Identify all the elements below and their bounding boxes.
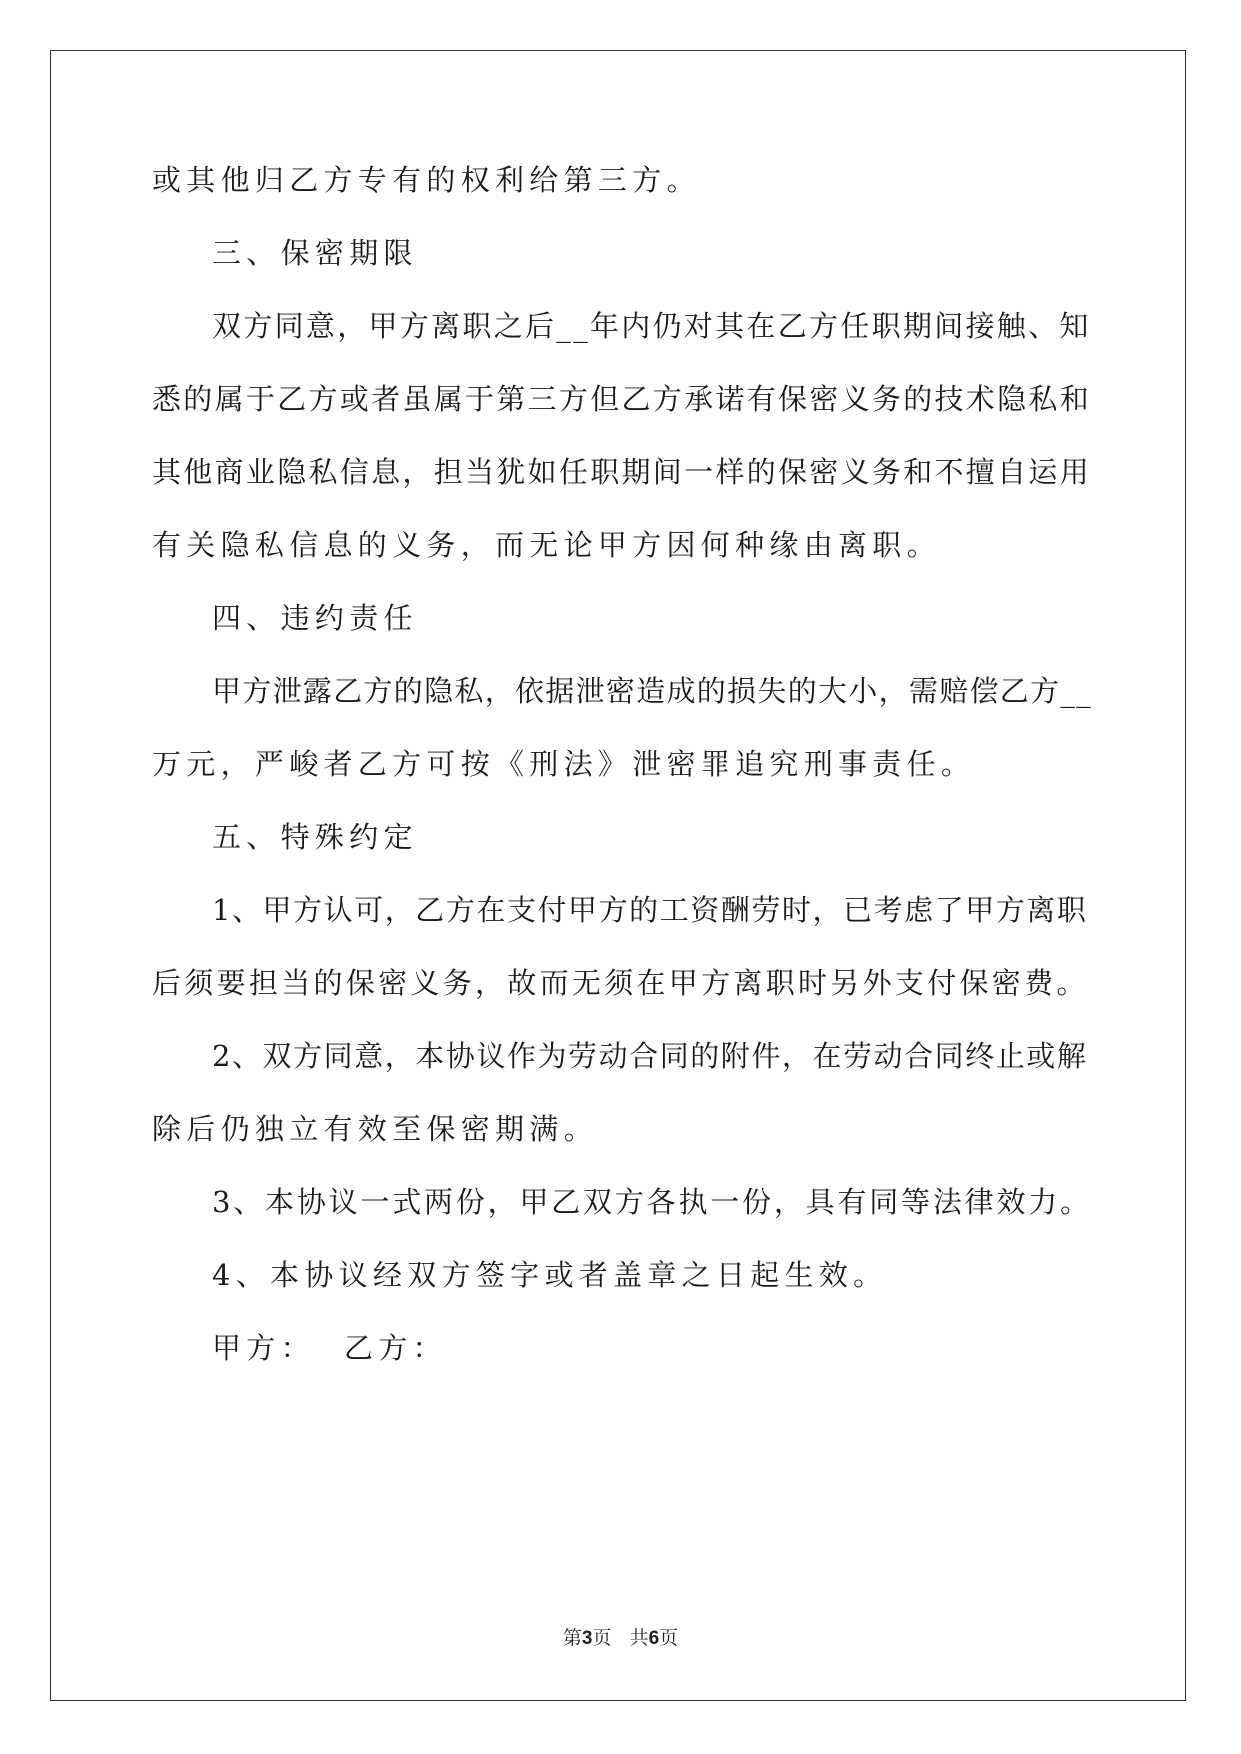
paragraph-line: 除后仍独立有效至保密期满。 [152,1112,598,1146]
paragraph-line: 4、本协议经双方签字或者盖章之日起生效。 [212,1258,888,1292]
paragraph-line: 或其他归乙方专有的权利给第三方。 [152,163,701,197]
paragraph-line: 有关隐私信息的义务，而无论甲方因何种缘由离职。 [152,528,941,562]
footer-prefix: 第 [562,1627,582,1649]
paragraph-line: 3、本协议一式两份，甲乙双方各执一份，具有同等法律效力。 [212,1185,1092,1219]
footer-middle: 页 共 [592,1627,649,1649]
section-heading-confidentiality-period: 三、保密期限 [212,236,418,270]
footer-suffix: 页 [659,1627,679,1649]
paragraph-line: 双方同意，甲方离职之后__年内仍对其在乙方任职期间接触、知 [212,309,1091,343]
current-page-number: 3 [581,1628,593,1649]
paragraph-line: 1、甲方认可，乙方在支付甲方的工资酬劳时，已考虑了甲方离职 [212,893,1088,927]
paragraph-line: 万元，严峻者乙方可按《刑法》泄密罪追究刑事责任。 [152,747,976,781]
paragraph-line: 后须要担当的保密义务，故而无须在甲方离职时另外支付保密费。 [152,966,1089,1000]
total-pages-number: 6 [648,1628,660,1649]
section-heading-special-agreement: 五、特殊约定 [212,820,418,854]
paragraph-line: 其他商业隐私信息，担当犹如任职期间一样的保密义务和不擅自运用 [152,455,1092,489]
page-border [50,50,1186,1701]
paragraph-line: 甲方泄露乙方的隐私，依据泄密造成的损失的大小，需赔偿乙方__ [212,674,1093,708]
paragraph-line: 悉的属于乙方或者虽属于第三方但乙方承诺有保密义务的技术隐私和 [152,382,1092,416]
section-heading-liability: 四、违约责任 [212,601,418,635]
page-footer [0,1626,1241,1651]
signature-line: 甲方： 乙方： [212,1331,447,1365]
paragraph-line: 2、双方同意，本协议作为劳动合同的附件，在劳动合同终止或解 [212,1039,1088,1073]
